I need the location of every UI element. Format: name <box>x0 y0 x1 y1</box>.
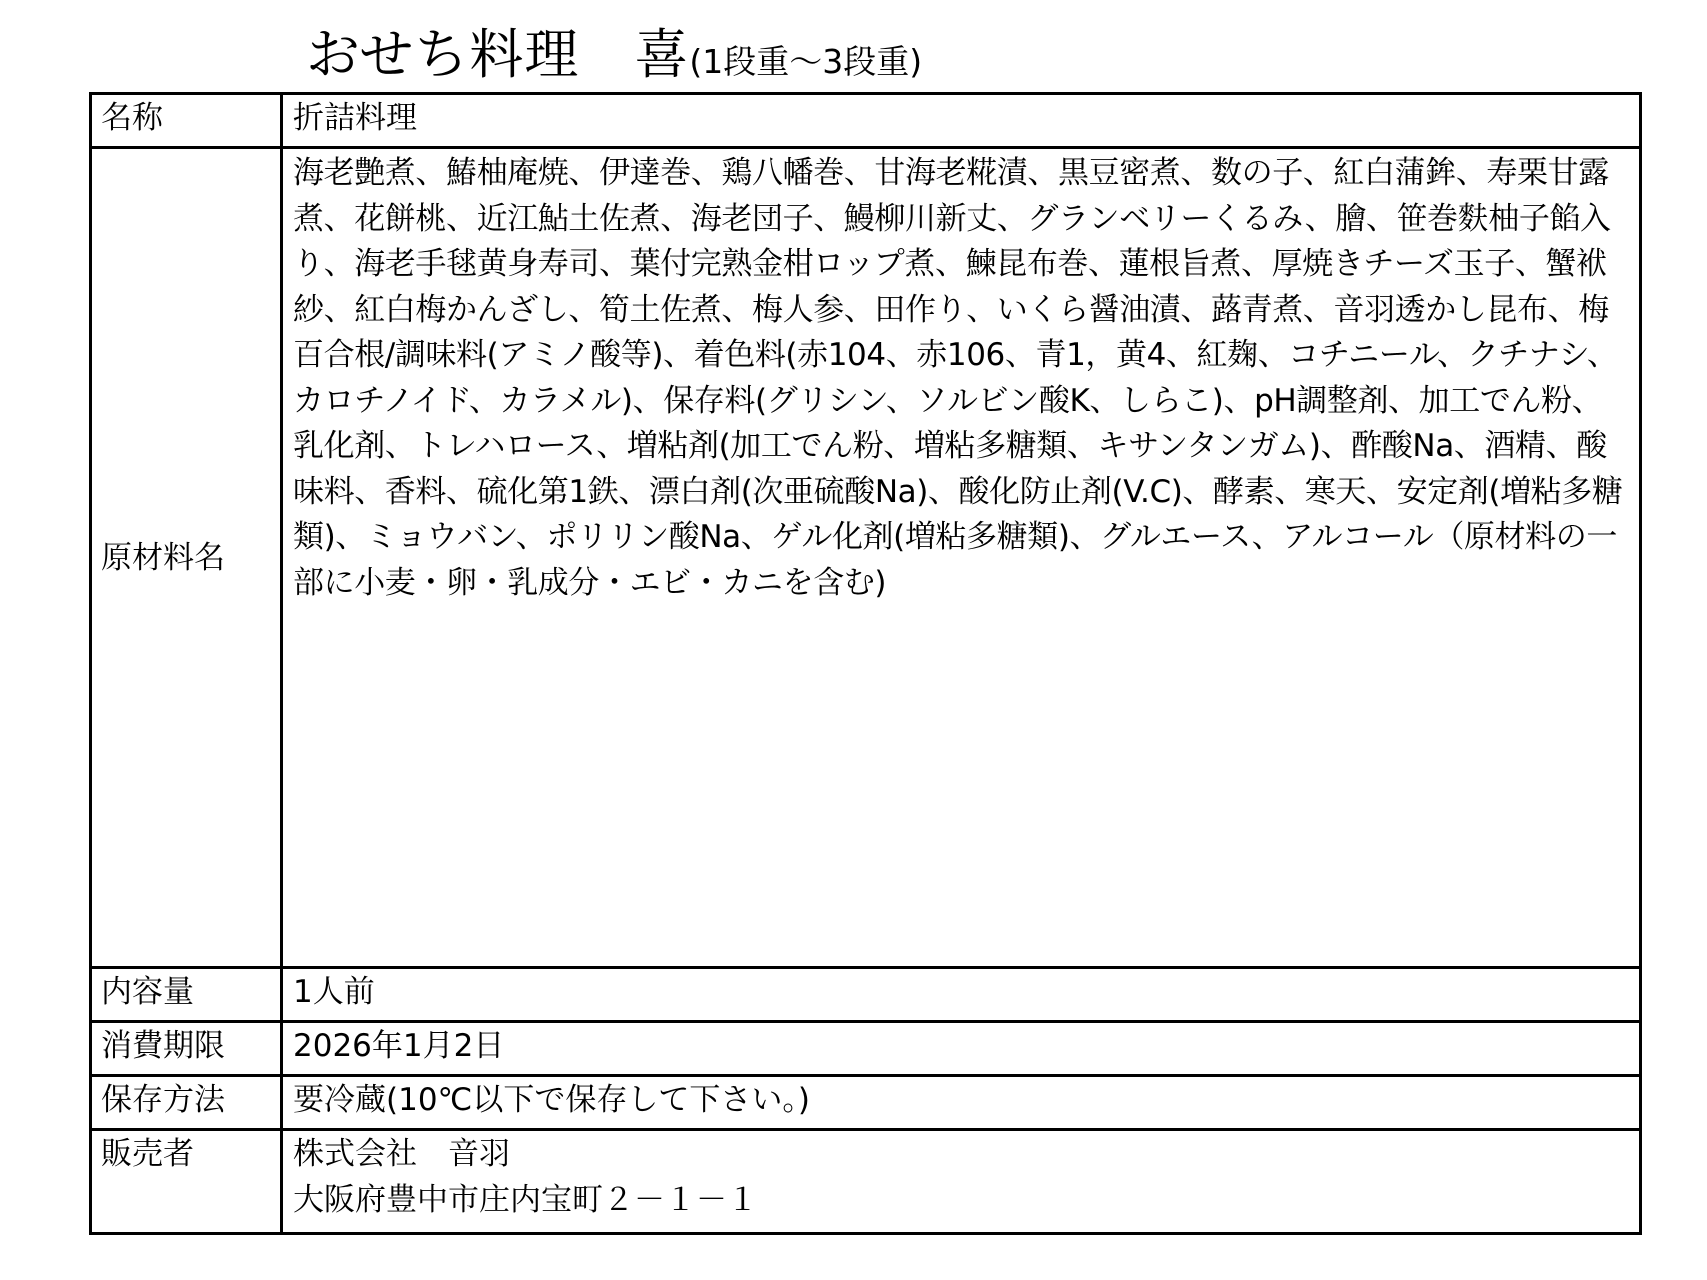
quantity-value-text: 1人前 <box>293 974 375 1010</box>
name-row <box>91 94 1641 148</box>
product-name-title: おせち料理 喜 <box>306 23 690 86</box>
name-value-text: 折詰料理 <box>293 100 417 136</box>
quantity-value <box>282 968 1641 1022</box>
expiry-value-text: 2026年1月2日 <box>293 1028 505 1064</box>
ingredients-label: 原材料名 <box>91 148 282 968</box>
name-value <box>282 94 1641 148</box>
ingredients-row <box>91 148 1641 968</box>
page-title <box>306 23 923 86</box>
seller-address: 大阪府豊中市庄内宝町２－１－１ <box>293 1182 758 1218</box>
food-label-table <box>89 92 1642 1235</box>
expiry-value <box>282 1022 1641 1076</box>
product-tier-subtitle: (1段重～3段重) <box>689 42 923 81</box>
storage-value <box>282 1076 1641 1130</box>
ingredients-value <box>282 148 1641 968</box>
seller-company: 株式会社 音羽 <box>293 1136 510 1172</box>
storage-row <box>91 1076 1641 1130</box>
expiry-label: 消費期限 <box>91 1022 282 1076</box>
ingredients-text: 海老艶煮、鰆柚庵焼、伊達巻、鶏八幡巻、甘海老糀漬、黒豆密煮、数の子、紅白蒲鉾、寿栗甘露煮、花餅桃、近江鮎土佐煮、海老団子、鰻柳川新丈、グランベリーくるみ、膾、笹巻麩柚子餡入り、海老手毬黄身寿司、葉付完熟金柑ロップ煮、鰊昆布巻、蓮根旨煮、厚焼きチーズ玉子、蟹袱紗、紅白梅かんざし、筍土佐煮、梅人参、田作り、いくら醤油漬、蕗青煮、音羽透かし昆布、梅百合根/調味料(アミノ酸等)、着色料(赤104、赤106、青1，黄4、紅麹、コチニール、クチナシ、カロチノイド、カラメル)、保存料(グリシン、ソルビン酸K、しらこ)、pH調整剤、加工でん粉、乳化剤、トレハロース、増粘剤(加工でん粉、増粘多糖類、キサンタンガム)、酢酸Na、酒精、酸味料、香料、硫化第1鉄、漂白剤(次亜硫酸Na)、酸化防止剤(V.C)、酵素、寒天、安定剤(増粘多糖類)、ミョウバン、ポリリン酸Na、ゲル化剤(増粘多糖類)、グルエース、アルコール（原材料の一部に小麦・卵・乳成分・エビ・カニを含む) <box>293 155 1623 601</box>
expiry-row <box>91 1022 1641 1076</box>
quantity-label: 内容量 <box>91 968 282 1022</box>
quantity-row <box>91 968 1641 1022</box>
storage-value-text: 要冷蔵(10℃以下で保存して下さい。) <box>293 1082 810 1118</box>
seller-value <box>282 1130 1641 1234</box>
seller-label: 販売者 <box>91 1130 282 1234</box>
storage-label: 保存方法 <box>91 1076 282 1130</box>
seller-row <box>91 1130 1641 1234</box>
name-label: 名称 <box>91 94 282 148</box>
